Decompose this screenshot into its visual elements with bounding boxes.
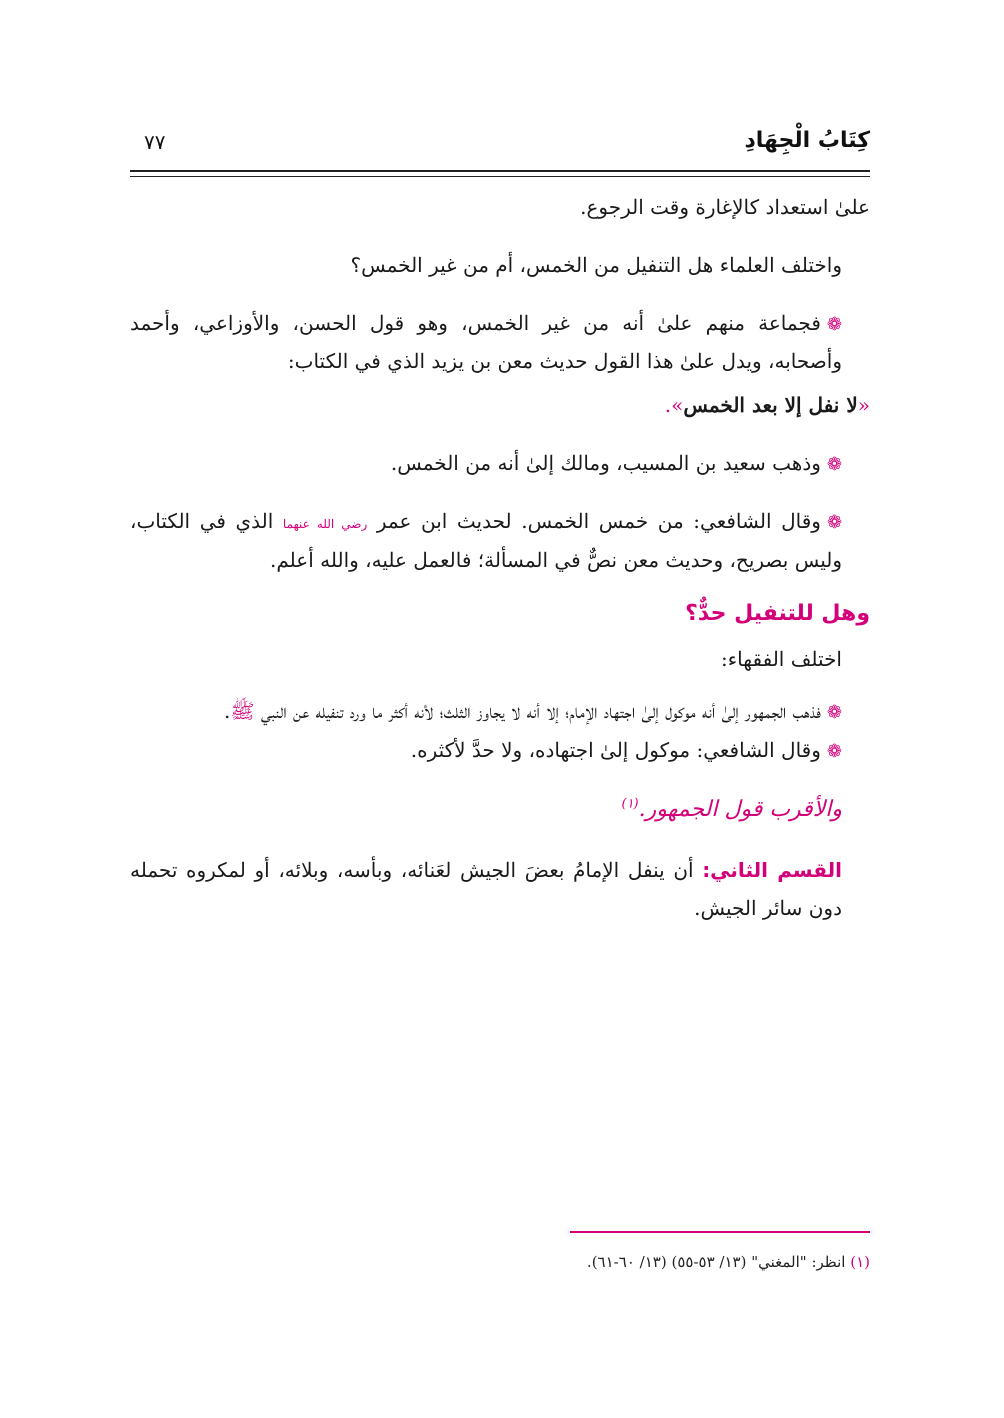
flower-bullet-icon: ❁ <box>826 702 842 724</box>
footnote-rule <box>570 1231 870 1233</box>
paragraph-jurists-differ: اختلف الفقهاء: <box>721 647 842 672</box>
footnote <box>130 1253 870 1271</box>
paragraph-second-type: القسم الثاني: أن ينفل الإمامُ بعضَ الجيش لعَنائه، وبأسه، وبلائه، أو لمكروه تحمله دون سائر الجيش. <box>130 857 842 920</box>
book-page <box>130 0 870 1418</box>
footnote-marker: (١) <box>621 796 639 812</box>
footnote-number: (١) <box>850 1253 870 1271</box>
page-number: ٧٧ <box>144 130 166 154</box>
paragraph-saeed-malik: ❁وذهب سعيد بن المسيب، ومالك إلىٰ أنه من الخمس. <box>390 451 842 476</box>
paragraph-majority: ❁فذهب الجمهور إلىٰ أنه موكول إلىٰ اجتهاد الإمام؛ إلا أنه لا يجاوز الثلث؛ لأنه أكثر ما ورد تنفيله عن النبي ﷺ. <box>223 699 842 724</box>
hadith-text: لا نفل إلا بعد الخمس <box>683 393 858 418</box>
hadith-quote <box>130 386 870 424</box>
paragraph-continuation: علىٰ استعداد كالإغارة وقت الرجوع. <box>580 195 870 219</box>
quote-close-mark: ». <box>664 393 684 418</box>
book-title: كِتَابُ الْجِهَادِ <box>744 128 870 153</box>
flower-bullet-icon: ❁ <box>826 512 843 534</box>
footnote-text: انظر: "المغني" (١٣/ ٥٣-٥٥) (١٣/ ٦٠-٦١). <box>586 1253 846 1271</box>
flower-bullet-icon: ❁ <box>826 314 842 335</box>
header-rule-thin <box>130 176 870 177</box>
honorific-radiallahu: رضي الله عنهما <box>282 517 368 532</box>
paragraph-shafii: ❁وقال الشافعي: من خمس الخمس. لحديث ابن عمر رضي الله عنهما الذي في الكتاب، وليس بصريح، وحديث معن نصٌّ في المسألة؛ فالعمل عليه، والله أعلم. <box>130 509 843 572</box>
flower-bullet-icon: ❁ <box>826 454 842 476</box>
page-body <box>130 188 870 927</box>
paragraph-group-opinion: ❁فجماعة منهم علىٰ أنه من غير الخمس، وهو قول الحسن، والأوزاعي، وأحمد وأصحابه، ويدل علىٰ هذا القول حديث معن بن يزيد الذي في الكتاب: <box>130 311 842 374</box>
conclusion-callout: والأقرب قول الجمهور.$^{(١)}$ <box>621 796 842 822</box>
running-header <box>130 128 870 168</box>
paragraph-scholars-differ: واختلف العلماء هل التنفيل من الخمس، أم من غير الخمس؟ <box>350 253 842 277</box>
second-type-label: القسم الثاني: <box>702 857 842 882</box>
header-rule-thick <box>130 170 870 172</box>
honorific-salla: ﷺ <box>230 699 255 724</box>
quote-open-mark: « <box>857 393 870 418</box>
flower-bullet-icon: ❁ <box>826 740 842 762</box>
section-heading: وهل للتنفيل حدٌّ؟ <box>685 600 870 626</box>
paragraph-shafii-limit: ❁وقال الشافعي: موكول إلىٰ اجتهاده، ولا حدَّ لأكثره. <box>410 737 842 762</box>
